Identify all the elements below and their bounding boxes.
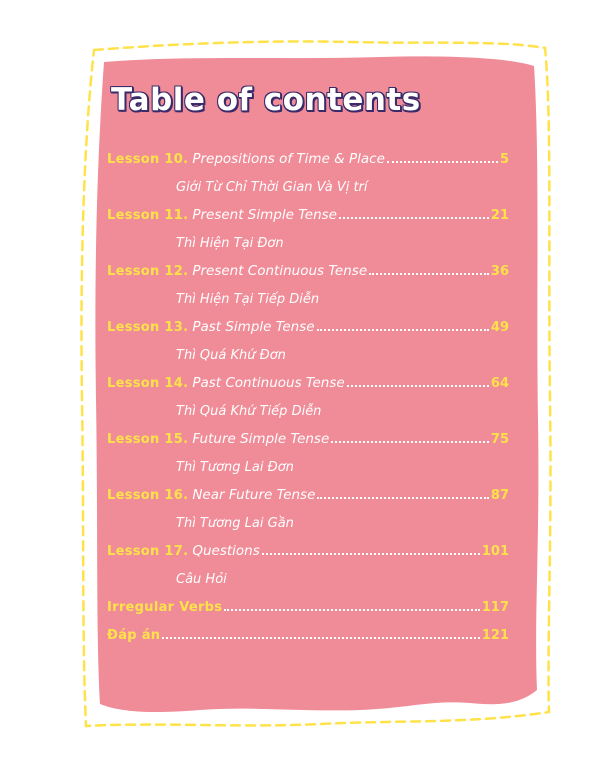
toc-extra-entry[interactable] [107,615,509,643]
toc-entry[interactable] [107,531,509,587]
section-label: Irregular Verbs [107,600,223,615]
dot-leader [317,329,489,331]
dot-leader [262,553,480,555]
lesson-vietnamese-title: Thì Quá Khứ Tiếp Diễn [176,404,322,419]
toc-entry[interactable] [107,195,509,251]
lesson-vietnamese-title: Thì Tương Lai Gần [176,516,294,531]
lesson-topic: Present Simple Tense [192,207,337,223]
dot-leader [369,273,489,275]
toc-extra-main[interactable] [107,587,509,615]
lesson-number: Lesson 17. [107,544,189,559]
toc-entry[interactable] [107,363,509,419]
toc-entry[interactable] [107,475,509,531]
dot-leader [224,609,480,611]
lesson-vietnamese-title: Câu Hỏi [176,572,227,587]
page-title: Table of contents [111,82,421,118]
toc-entry[interactable] [107,419,509,475]
lesson-number: Lesson 15. [107,432,189,447]
toc-entry[interactable] [107,251,509,307]
toc-extra-entry[interactable] [107,587,509,615]
lesson-vietnamese-title: Thì Hiện Tại Đơn [176,236,284,251]
page-number: 5 [499,152,509,167]
page-number: 36 [490,264,509,279]
dot-leader [339,217,489,219]
lesson-topic: Past Simple Tense [192,319,315,335]
lesson-number: Lesson 16. [107,488,189,503]
page-number: 101 [481,544,509,559]
toc-entry-main[interactable] [107,531,509,559]
toc-entry-main[interactable] [107,363,509,391]
lesson-topic: Past Continuous Tense [192,375,345,391]
toc-extra-main[interactable] [107,615,509,643]
lesson-vietnamese-title: Giới Từ Chỉ Thời Gian Và Vị trí [176,180,368,195]
lesson-number: Lesson 13. [107,320,189,335]
toc-list [107,139,509,643]
dot-leader [331,441,489,443]
lesson-topic: Future Simple Tense [192,431,330,447]
dot-leader [347,385,489,387]
lesson-number: Lesson 11. [107,208,189,223]
dot-leader [317,497,489,499]
dot-leader [387,161,498,163]
lesson-number: Lesson 12. [107,264,189,279]
page-number: 121 [481,628,509,643]
lesson-topic: Present Continuous Tense [192,263,368,279]
lesson-number: Lesson 10. [107,152,189,167]
page-number: 75 [490,432,509,447]
toc-entry-main[interactable] [107,251,509,279]
page-number: 87 [490,488,509,503]
page-number: 21 [490,208,509,223]
lesson-vietnamese-title: Thì Quá Khứ Đơn [176,348,286,363]
toc-entry[interactable] [107,307,509,363]
page-number: 64 [490,376,509,391]
toc-entry-main[interactable] [107,139,509,167]
lesson-vietnamese-title: Thì Tương Lai Đơn [176,460,294,475]
toc-entry[interactable] [107,139,509,195]
lesson-topic: Near Future Tense [192,487,316,503]
dot-leader [162,637,480,639]
lesson-vietnamese-title: Thì Hiện Tại Tiếp Diễn [176,292,320,307]
lesson-topic: Questions [192,543,260,559]
section-label: Đáp án [107,628,161,643]
lesson-number: Lesson 14. [107,376,189,391]
lesson-topic: Prepositions of Time & Place [192,151,385,167]
toc-entry-main[interactable] [107,307,509,335]
toc-entry-main[interactable] [107,475,509,503]
toc-entry-main[interactable] [107,195,509,223]
toc-entry-main[interactable] [107,419,509,447]
page-number: 117 [481,600,509,615]
page-number: 49 [490,320,509,335]
